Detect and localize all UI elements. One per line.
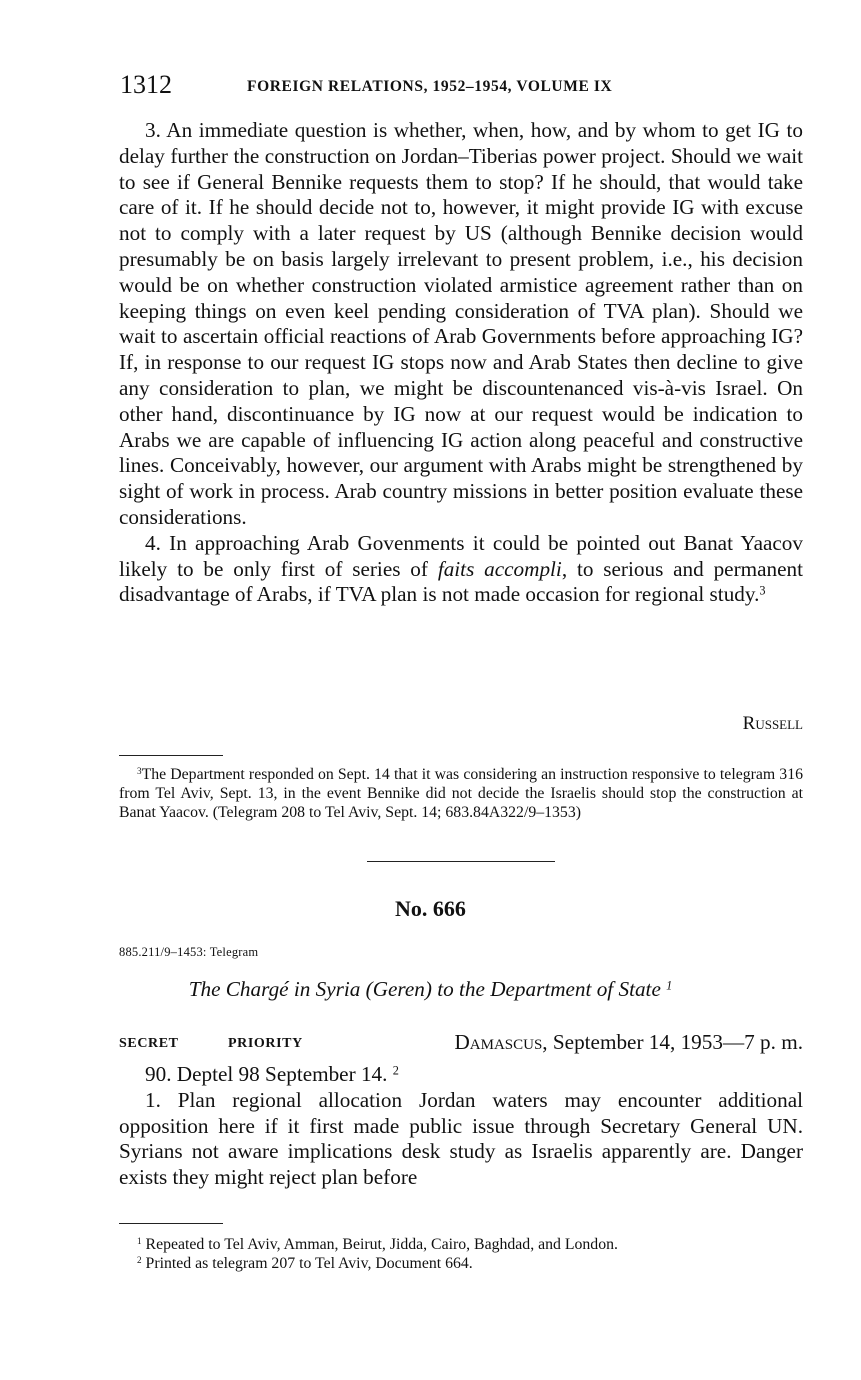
document-665-body [119, 118, 803, 608]
paragraph-4-text-end: , to serious and permanent disadvantage of Arabs, if TVA plan is not made occasion for regional study. [119, 556, 804, 607]
footnote-ref-3: 3 [759, 583, 766, 598]
paragraph-4-text: 4. In approaching Arab Govenments it could be pointed out Banat Yaacov likely to be only first of series of [119, 530, 803, 581]
paragraph-1: 1. Plan regional allocation Jordan waters may encounter additional opposition here if it first made public issue through Secretary General UN. Syrians not aware implications desk study as Israelis apparently are. Danger exists they might reject plan before [119, 1087, 803, 1190]
reference-text: 90. Deptel 98 September 14. [145, 1062, 388, 1086]
document-number: No. 666 [395, 896, 466, 921]
document-title-text: The Chargé in Syria (Geren) to the Department of State [188, 977, 661, 1001]
footnote-rule [119, 755, 223, 756]
footnote-2 [119, 1254, 803, 1273]
footnote-3 [119, 765, 803, 822]
reference-paragraph [119, 1062, 803, 1088]
paragraph-4 [119, 531, 803, 608]
document-666-body [119, 1062, 803, 1191]
date: , September 14, 1953—7 p. m. [542, 1030, 803, 1054]
document-title [0, 977, 861, 1002]
footnote-number: 2 [137, 1254, 142, 1265]
footnote-text: Printed as telegram 207 to Tel Aviv, Document 664. [145, 1255, 473, 1272]
footnotes-666 [119, 1235, 803, 1273]
running-title: FOREIGN RELATIONS, 1952–1954, VOLUME IX [247, 78, 613, 95]
footnote-text: The Department responded on Sept. 14 that it was considering an instruction responsive to telegram 316 from Tel Aviv, Sept. 13, in the event Bennike did not decide the Israelis should stop the construction at Banat Yaacov. (Telegram 208 to Tel Aviv, Sept. 14; 683.84A322/9–1353) [119, 766, 803, 821]
page-number: 1312 [120, 70, 172, 99]
faits-accompli-phrase: faits accompli [437, 556, 562, 581]
footnote-number: 3 [137, 765, 142, 776]
footnote-ref-1: 1 [666, 978, 673, 993]
dateline [119, 1030, 803, 1058]
footnote-1 [119, 1235, 803, 1254]
page-header [120, 70, 804, 102]
classification-label: SECRET [119, 1036, 179, 1051]
place: Damascus [454, 1030, 543, 1054]
document-separator [367, 861, 555, 862]
place-and-date [454, 1030, 803, 1055]
precedence-label: PRIORITY [228, 1036, 303, 1051]
footnote-rule-2 [119, 1223, 223, 1224]
footnote-ref-2: 2 [392, 1063, 399, 1078]
signature: Russell [742, 713, 803, 734]
footnote-text: Repeated to Tel Aviv, Amman, Beirut, Jidda, Cairo, Baghdad, and London. [145, 1236, 618, 1253]
footnote-number: 1 [137, 1235, 142, 1246]
file-reference: 885.211/9–1453: Telegram [119, 945, 259, 959]
paragraph-3: 3. An immediate question is whether, when, how, and by whom to get IG to delay further the construction on Jordan–Tiberias power project. Should we wait to see if General Bennike requests them to stop? If he should, that would take care of it. If he should decide not to, however, it might provide IG with excuse not to comply with a later request by US (although Bennike decision would presumably be on basis largely irrelevant to present problem, i.e., his decision would be on whether construction violated armistice agreement rather than on keeping things on even keel pending consideration of TVA plan). Should we wait to ascertain official reactions of Arab Governments before approaching IG? If, in response to our request IG stops now and Arab States then decline to give any consideration to plan, we might be discountenanced vis-à-vis Israel. On other hand, discontinuance by IG now at our request would be indication to Arabs we are capable of influencing IG action along peaceful and constructive lines. Conceivably, however, our argument with Arabs might be strengthened by sight of work in process. Arab country missions in better position evaluate these considerations. [119, 118, 803, 529]
